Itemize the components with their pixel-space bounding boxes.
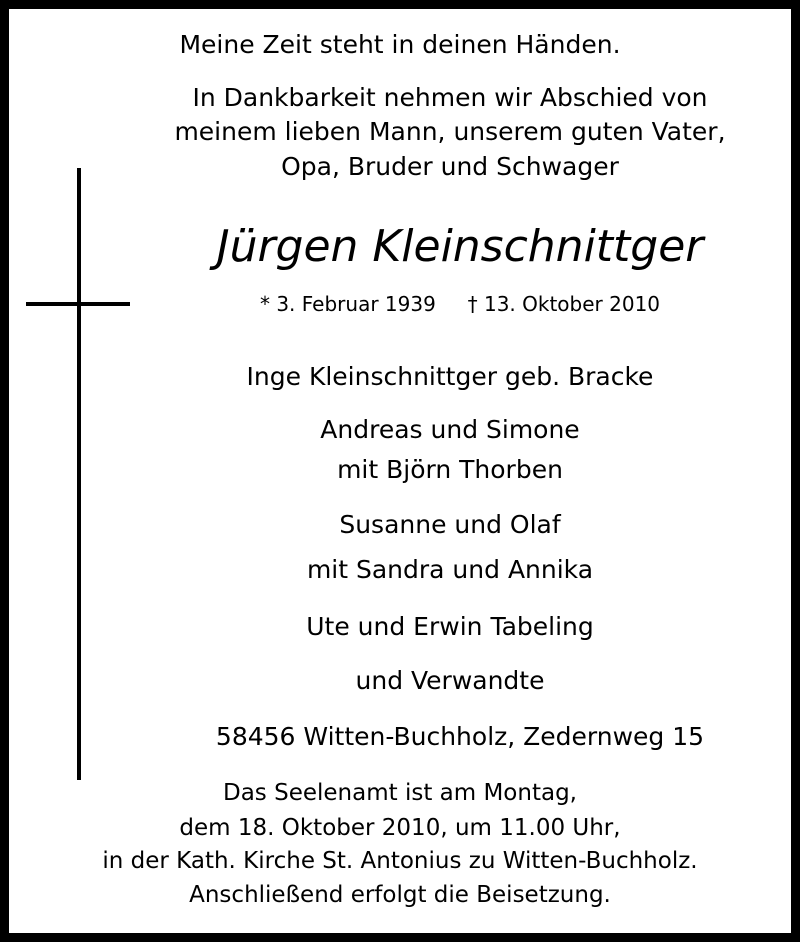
deceased-name: Jürgen Kleinschnittger [216, 221, 704, 272]
mourner: Ute und Erwin Tabeling [306, 612, 594, 641]
service-line: Das Seelenamt ist am Montag, [223, 780, 577, 806]
mourner: Inge Kleinschnittger geb. Bracke [246, 362, 654, 391]
mourner: Susanne und Olaf [339, 510, 561, 539]
birth-date: * 3. Februar 1939 [259, 292, 436, 316]
cross-icon-horizontal [26, 302, 130, 306]
address: 58456 Witten-Buchholz, Zedernweg 15 [215, 722, 705, 751]
cross-icon-vertical [77, 168, 81, 780]
service-line: Anschließend erfolgt die Beisetzung. [189, 882, 611, 908]
mourner: mit Björn Thorben [337, 455, 563, 484]
death-date: † 13. Oktober 2010 [467, 292, 661, 316]
mourner: mit Sandra und Annika [306, 555, 594, 584]
service-line: in der Kath. Kirche St. Antonius zu Witten-Buchholz. [102, 848, 698, 874]
motto: Meine Zeit steht in deinen Händen. [179, 30, 621, 59]
intro-line: In Dankbarkeit nehmen wir Abschied von [192, 83, 708, 112]
intro-line: meinem lieben Mann, unserem guten Vater, [174, 117, 726, 146]
service-line: dem 18. Oktober 2010, um 11.00 Uhr, [179, 815, 621, 841]
mourner: und Verwandte [355, 666, 545, 695]
life-dates [129, 289, 791, 319]
intro-line: Opa, Bruder und Schwager [281, 152, 619, 181]
mourner: Andreas und Simone [320, 415, 580, 444]
